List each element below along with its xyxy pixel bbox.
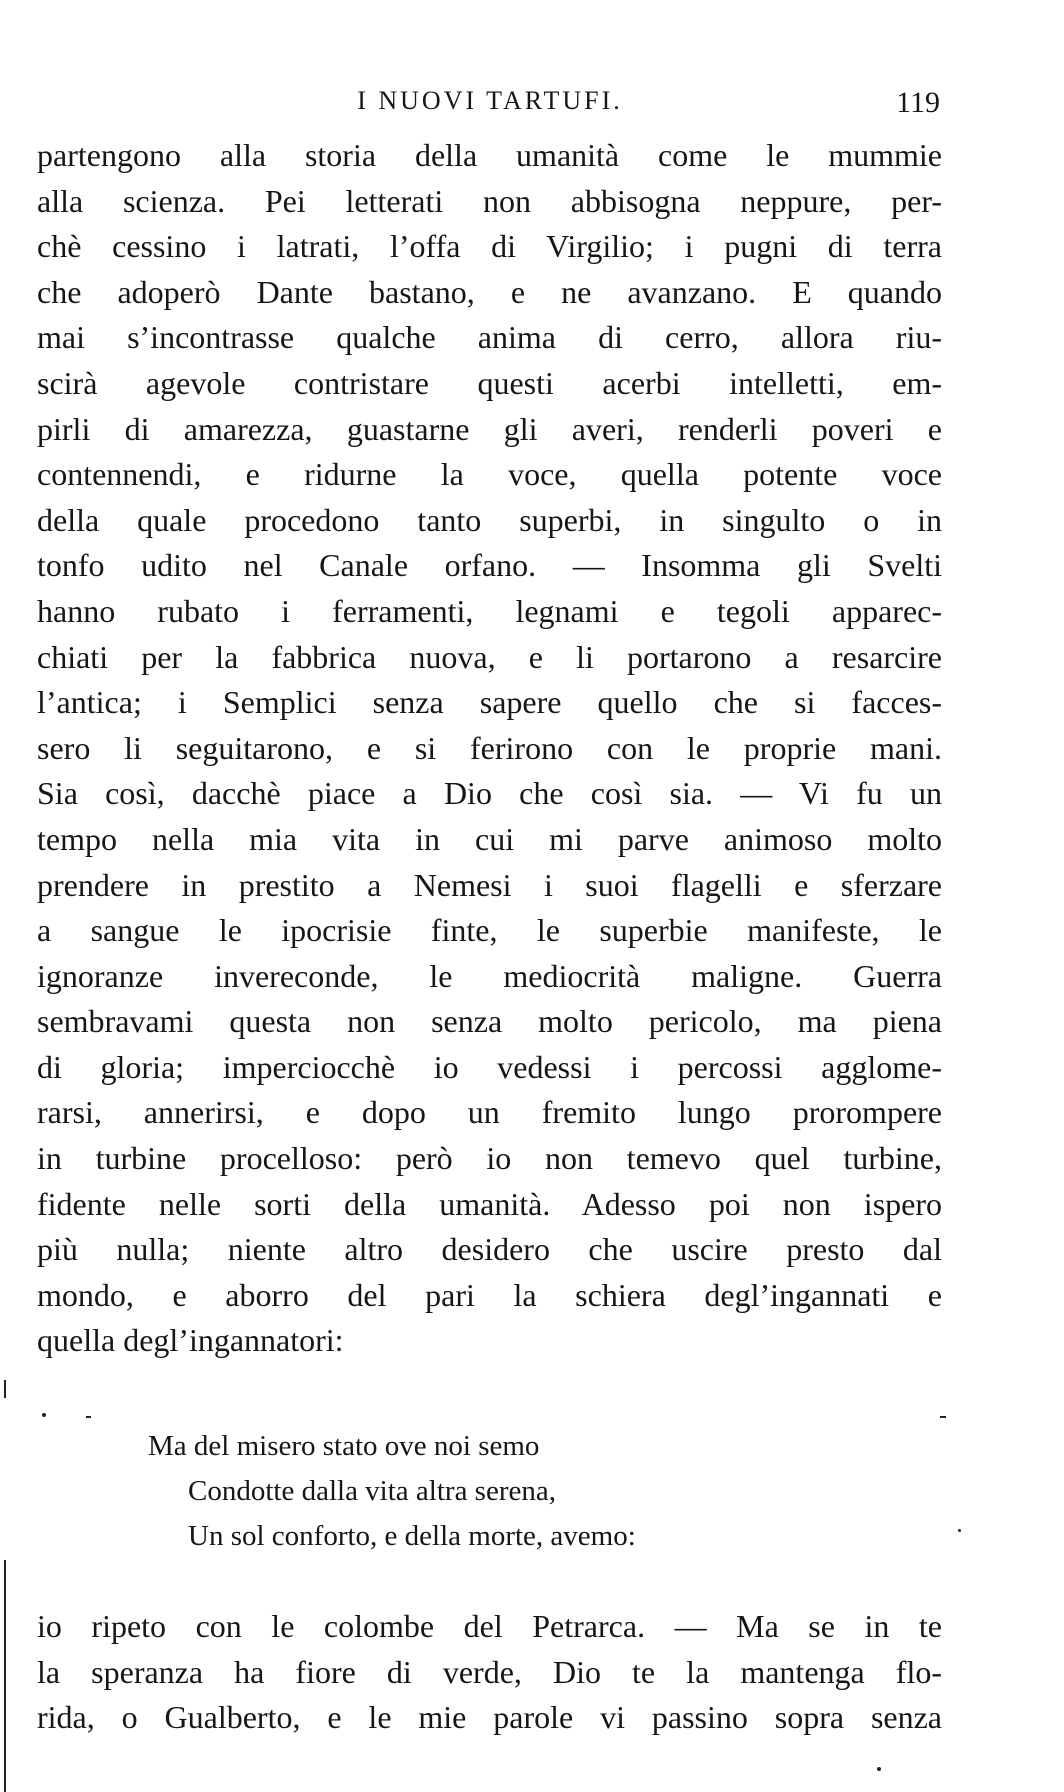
scan-mark [877, 1767, 881, 1771]
scan-mark [86, 1416, 91, 1418]
text-line: mai s’incontrasse qualche anima di cerro, allora riu- [37, 319, 942, 356]
scan-mark [4, 1560, 6, 1792]
text-line: più nulla; niente altro desidero che uscire presto dal [37, 1231, 942, 1268]
text-line: alla scienza. Pei letterati non abbisogna neppure, per- [37, 182, 942, 219]
text-line: di gloria; imperciocchè io vedessi i percossi agglome- [37, 1048, 942, 1085]
text-line: sero li seguitarono, e si ferirono con le proprie mani. [37, 729, 942, 766]
verse-quotation [148, 1424, 768, 1559]
text-line: pirli di amarezza, guastarne gli averi, renderli poveri e [37, 410, 942, 447]
running-head [40, 86, 940, 126]
running-title: I NUOVI TARTUFI. [357, 86, 623, 115]
text-line: rarsi, annerirsi, e dopo un fremito lungo prorompere [37, 1094, 942, 1131]
text-line: la speranza ha fiore di verde, Dio te la mantenga flo- [37, 1653, 942, 1690]
text-line: mondo, e aborro del pari la schiera degl’ingannati e [37, 1276, 942, 1313]
text-line: tonfo udito nel Canale orfano. — Insomma gli Svelti [37, 547, 942, 584]
text-line: l’antica; i Semplici senza sapere quello che si facces- [37, 684, 942, 721]
text-line: Sia così, dacchè piace a Dio che così sia. — Vi fu un [37, 775, 942, 812]
scan-mark [940, 1416, 946, 1418]
body-paragraph [37, 133, 942, 1364]
text-line: hanno rubato i ferramenti, legnami e tegoli apparec- [37, 592, 942, 629]
text-line: partengono alla storia della umanità come le mummie [37, 137, 942, 173]
text-line: della quale procedono tanto superbi, in singulto o in [37, 501, 942, 538]
text-line: a sangue le ipocrisie finte, le superbie manifeste, le [37, 912, 942, 949]
text-line: sembravami questa non senza molto pericolo, ma piena [37, 1003, 942, 1040]
scan-mark [958, 1529, 961, 1532]
body-paragraph-continued [37, 1604, 942, 1741]
page-number: 119 [896, 86, 940, 119]
text-line: che adoperò Dante bastano, e ne avanzano. E quando [37, 273, 942, 310]
verse-line: Condotte dalla vita altra serena, [188, 1475, 556, 1507]
text-line: chè cessino i latrati, l’offa di Virgilio; i pugni di terra [37, 228, 942, 265]
verse-line: Un sol conforto, e della morte, avemo: [188, 1520, 636, 1552]
scan-mark [42, 1413, 46, 1417]
text-line: tempo nella mia vita in cui mi parve animoso molto [37, 820, 942, 857]
text-line: quella degl’ingannatori: [37, 1322, 344, 1359]
text-line: prendere in prestito a Nemesi i suoi flagelli e sferzare [37, 866, 942, 903]
text-line: scirà agevole contristare questi acerbi intelletti, em- [37, 364, 942, 401]
scan-mark [4, 1380, 6, 1398]
text-line: contennendi, e ridurne la voce, quella potente voce [37, 456, 942, 493]
text-line: rida, o Gualberto, e le mie parole vi passino sopra senza [37, 1699, 942, 1736]
text-line: fidente nelle sorti della umanità. Adesso poi non ispero [37, 1185, 942, 1222]
verse-line: Ma del misero stato ove noi semo [148, 1430, 540, 1462]
text-line: io ripeto con le colombe del Petrarca. — Ma se in te [37, 1608, 942, 1644]
text-line: in turbine procelloso: però io non temevo quel turbine, [37, 1140, 942, 1177]
text-line: chiati per la fabbrica nuova, e li portarono a resarcire [37, 638, 942, 675]
text-line: ignoranze invereconde, le mediocrità maligne. Guerra [37, 957, 942, 994]
